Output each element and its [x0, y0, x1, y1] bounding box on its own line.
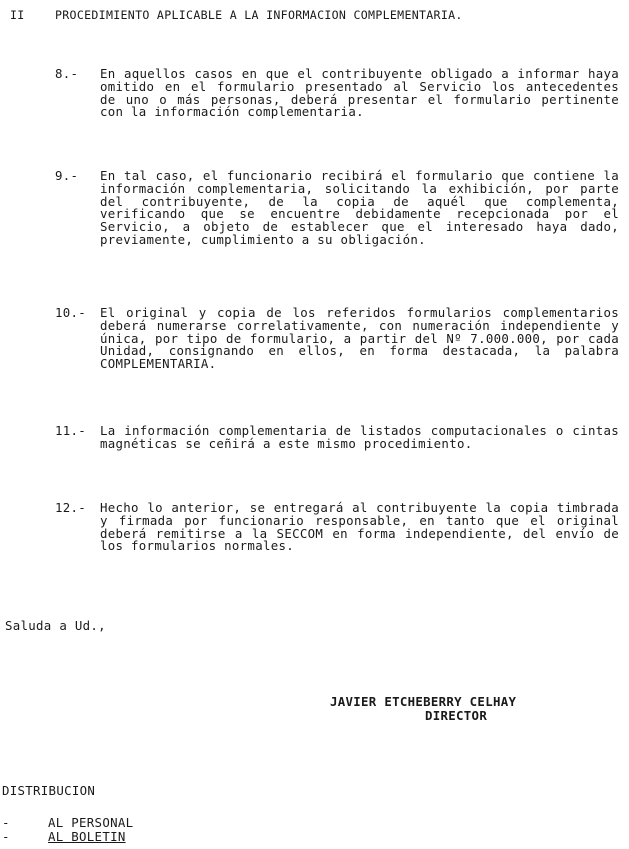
- paragraph-text: En aquellos casos en que el contribuyente obligado a informar haya omitido en el formulario presentado al Servicio los antecedentes de uno o más personas, deberá presentar el formulario pertinente con la información complementaria.: [100, 66, 619, 120]
- list-dash: -: [2, 829, 10, 844]
- paragraph-number: 9.-: [55, 168, 79, 183]
- paragraph-number: 8.-: [55, 66, 79, 81]
- section-title: PROCEDIMIENTO APLICABLE A LA INFORMACION COMPLEMENTARIA.: [55, 8, 463, 22]
- paragraph-10: [55, 307, 623, 371]
- list-dash: -: [2, 815, 10, 830]
- distribution-item: [2, 816, 302, 830]
- distribution-item-text: AL PERSONAL: [48, 815, 134, 830]
- paragraph-12: [55, 502, 623, 553]
- signatory-title: DIRECTOR: [425, 708, 488, 723]
- paragraph-text: La información complementaria de listados computacionales o cintas magnéticas se ceñirá a este mismo procedimiento.: [100, 423, 619, 451]
- distribution-item: [2, 830, 302, 844]
- distribution-list: [2, 816, 302, 844]
- distribution-label: DISTRIBUCION: [2, 783, 96, 798]
- signature-block: [330, 695, 560, 723]
- paragraph-text: El original y copia de los referidos formularios complementarios deberá numerarse correlativamente, con numeración independiente y única, por tipo de formulario, a partir del Nº 7.000.000, por cada Unidad, consignando en ellos, en forma destacada, la palabra COMPLEMENTARIA.: [100, 305, 619, 372]
- paragraph-text: En tal caso, el funcionario recibirá el formulario que contiene la información complementaria, solicitando la exhibición, por parte del contribuyente, de la copia de aquél que complementa, verificando que se encuentre debidamente recepcionada por el Servicio, a objeto de establecer que el interesado haya dado, previamente, cumplimiento a su obligación.: [100, 168, 619, 247]
- paragraph-number: 11.-: [55, 423, 87, 438]
- paragraph-number: 10.-: [55, 305, 87, 320]
- paragraph-9: [55, 170, 623, 247]
- paragraph-8: [55, 68, 623, 119]
- distribution-item-text: AL BOLETIN: [48, 829, 126, 844]
- paragraph-number: 12.-: [55, 500, 87, 515]
- paragraph-11: [55, 425, 623, 451]
- signatory-name: JAVIER ETCHEBERRY CELHAY: [330, 694, 517, 709]
- section-number: II: [10, 8, 25, 22]
- distribution-block: [2, 783, 302, 844]
- closing-salutation: Saluda a Ud.,: [5, 618, 106, 633]
- paragraph-text: Hecho lo anterior, se entregará al contribuyente la copia timbrada y firmada por funcionario responsable, en tanto que el original deberá remitirse a la SECCOM en forma independiente, del envío de los formularios normales.: [100, 500, 619, 554]
- section-heading: [10, 8, 620, 22]
